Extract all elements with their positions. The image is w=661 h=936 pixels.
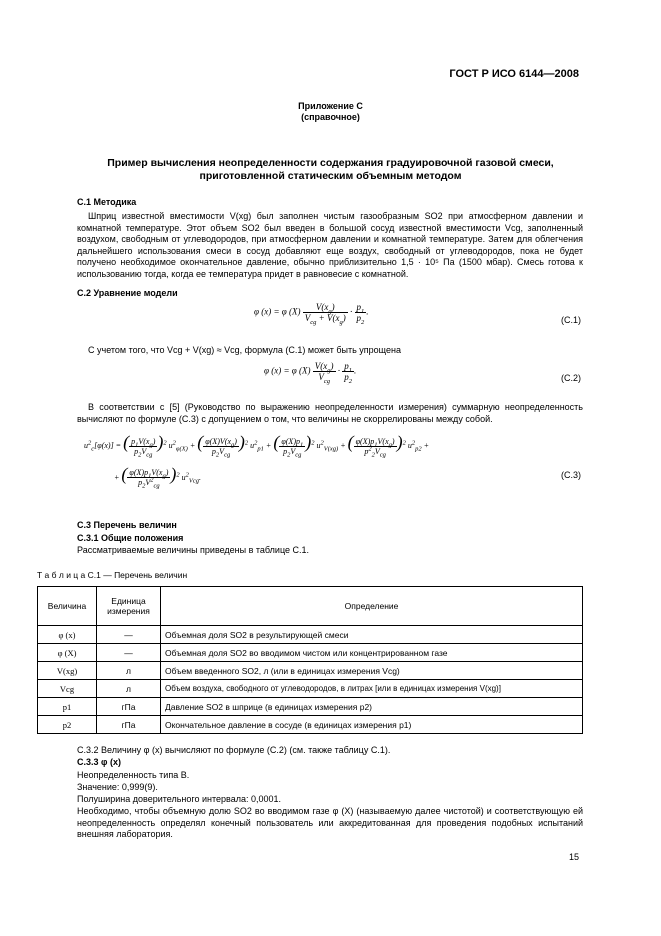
table-row: [38, 716, 583, 734]
unit-cell: —: [97, 626, 161, 644]
standard-designation: ГОСТ Р ИСО 6144—2008: [449, 68, 579, 80]
unit-cell: гПа: [97, 698, 161, 716]
section-c33-heading: С.3.3 φ (x): [77, 757, 121, 767]
purity-text: Необходимо, чтобы объемную долю SO2 во вводимом газе φ (X) (называемую далее чистотой) и соответствующую ей неопределенность определял конечный пользователь или аккредитованная для проведения подобных испытаний внешняя лаборатория.: [77, 806, 583, 840]
definition-cell: Давление SO2 в шприце (в единицах измерения p2): [161, 698, 583, 716]
quantity-cell: p1: [38, 698, 97, 716]
header-definition: Определение: [161, 587, 583, 626]
section-c1-heading: С.1 Методика: [77, 197, 137, 207]
equation-number-c1: (С.1): [561, 315, 581, 325]
formula-c3: $u^2_c[\varphi(x)]$ = ( $\frac{p_1V(x_g)}{p_2V_{cg}}$ )$^2$ $u^2_{\varphi(X)}$ + ( $\frac{\varphi(X)V(x_g)}{p_2V_{cg}}$ )$^2$ $u^2_{p1}$ + ( $\frac{\varphi(X)p_1}{p_2V_{cg}}$ )$^2$ $u^2_{V(xg)}$ + ( $\frac{\varphi(X)p_1V(x_g)}{p^2_2V_{cg}}$ )$^2$ $u^2_{p2}$ + + ( $\frac{\varphi(X)p_1V(x_g)}{p_2V^2_{cg}}$ )$^2$ $u^2_{Vcg}$.: [84, 432, 429, 490]
gum-text: В соответствии с [5] (Руководство по выражению неопределенности измерения) суммарную неопределенность вычисляют по формуле (С.3) с допущением о том, что величины не скоррелированы между собой.: [77, 402, 583, 424]
table-row: [38, 626, 583, 644]
section-c3-heading: С.3 Перечень величин: [77, 520, 177, 530]
confidence-half-width: Полуширина доверительного интервала: 0,0001.: [77, 794, 281, 804]
unit-cell: л: [97, 680, 161, 698]
uncertainty-value: Значение: 0,999(9).: [77, 782, 158, 792]
equation-number-c3: (С.3): [561, 470, 581, 480]
appendix-subtitle: (справочное): [301, 112, 360, 122]
uncertainty-type: Неопределенность типа В.: [77, 770, 190, 780]
formula-c1: φ (x) = φ (X) $\frac{V(x_g)}{V_{cg} + V(x_g)}$ · $\frac{p_1}{p_2}$ .: [254, 302, 369, 326]
quantities-table: [37, 586, 583, 734]
table-header-row: [38, 587, 583, 626]
definition-cell: Объемная доля SO2 во вводимом чистом или концентрированном газе: [161, 644, 583, 662]
section-c1-text: Шприц известной вместимости V(xg) был заполнен чистым газообразным SO2 при атмосферном давлении и комнатной температуре. Этот объем SO2 был введен в большой сосуд известной вместимости Vcg, заполненный воздухом, свободным от углеводородов, при атмосферном давлении и комнатной температуре. Затем для облегчения дальнейшего использования смеси в сосуд добавляют еще воздух, свободный от углеводородов, пока не будет получено необходимое окончательное давление, обычно приблизительно 1,5 · 10⁵ Па (1500 мбар). Смесь готова к использованию тогда, когда ее температура придет в равновесие с комнатной.: [77, 211, 583, 279]
unit-cell: гПа: [97, 716, 161, 734]
table-row: [38, 644, 583, 662]
quantity-cell: φ (x): [38, 626, 97, 644]
section-c31-heading: С.3.1 Общие положения: [77, 533, 184, 543]
section-c32-text: С.3.2 Величину φ (x) вычисляют по формуле (С.2) (см. также таблицу С.1).: [77, 745, 391, 755]
header-quantity: Величина: [38, 587, 97, 626]
quantity-cell: p2: [38, 716, 97, 734]
definition-cell: Объем введенного SO2, л (или в единицах измерения Vcg): [161, 662, 583, 680]
definition-cell: Объемная доля SO2 в результирующей смеси: [161, 626, 583, 644]
appendix-title: Приложение С: [298, 101, 363, 111]
equation-number-c2: (С.2): [561, 373, 581, 383]
page-number: 15: [568, 852, 579, 862]
formula-c2: φ (x) = φ (X) $\frac{V(x_g)}{V_{cg}}$ · $\frac{p_1}{p_2}$ .: [264, 361, 357, 385]
main-title-line-1: Пример вычисления неопределенности содержания градуировочной газовой смеси,: [107, 157, 554, 169]
quantity-cell: Vcg: [38, 680, 97, 698]
main-title-line-2: приготовленной статическим объемным методом: [199, 170, 462, 182]
section-c31-text: Рассматриваемые величины приведены в таблице С.1.: [77, 545, 310, 555]
header-unit: Единица измерения: [97, 587, 161, 626]
section-c2-heading: С.2 Уравнение модели: [77, 288, 178, 298]
table-caption: Т а б л и ц а С.1 — Перечень величин: [37, 570, 188, 580]
unit-cell: —: [97, 644, 161, 662]
quantity-cell: V(xg): [38, 662, 97, 680]
unit-cell: л: [97, 662, 161, 680]
definition-cell: Объем воздуха, свободного от углеводородов, в литрах [или в единицах измерения V(xg)]: [161, 680, 583, 698]
definition-cell: Окончательное давление в сосуде (в единицах измерения p1): [161, 716, 583, 734]
table-row: [38, 698, 583, 716]
table-row: [38, 662, 583, 680]
quantity-cell: φ (X): [38, 644, 97, 662]
simplify-text: С учетом того, что Vcg + V(xg) ≈ Vcg, формула (С.1) может быть упрощена: [88, 345, 401, 355]
table-row: [38, 680, 583, 698]
